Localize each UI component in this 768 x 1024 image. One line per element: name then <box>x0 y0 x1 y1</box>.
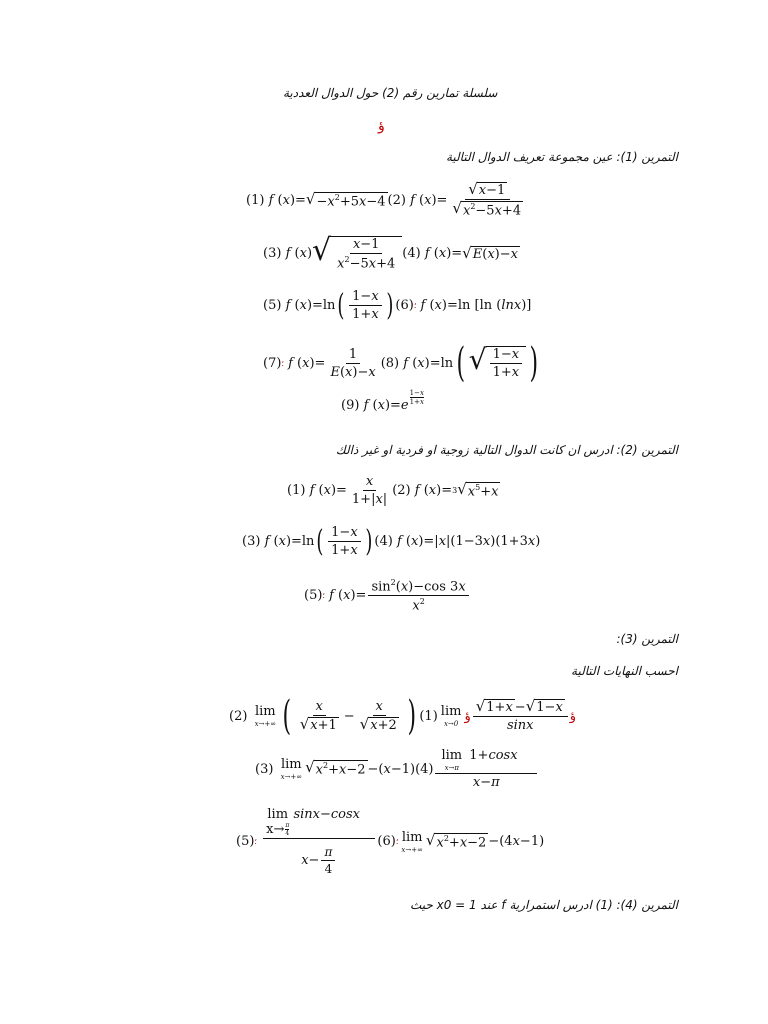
exercise-1-heading: التمرين (1): عين مجموعة تعريف الدوال التالية <box>445 150 678 164</box>
ex2-row-2: (3) f ( x )=ln ( $\frac{1-x}{1+x}$ ) (4) f ( x )=| x |(1−3 x )(1+3 x ) <box>242 523 541 559</box>
ex1-row-1: (1) f ( x )= √ $-x^2+5x-4$ (2) f ( x )= √ x−1 √ $x^2-5x+4$ <box>246 180 522 219</box>
ex1-label-9: (9) <box>341 398 360 413</box>
ex3-label-3: (3) <box>255 761 274 777</box>
ex2-label-3: (3) <box>242 534 261 549</box>
exercise-3-heading: التمرين (3): <box>616 632 678 646</box>
ex1-label-7: (7) <box>263 355 282 371</box>
ex2-label-5: (5) <box>304 588 323 604</box>
ex1-row-4: (7) ؛ f ( x )= $\frac{1}{E(x)-x}$ (8) f ( x )=ln ( √ $\frac{1-x}{1+x}$ ) <box>263 340 539 386</box>
ex1-row-3: (5) f ( x )=ln ( $\frac{1-x}{1+x}$ ) (6) ؛ f ( x )=ln [ln ( lnx )] <box>263 287 532 323</box>
ex2-row-1: (1) f ( x )= $\frac{x}{1+|x|}$ (2) f ( x )= 3 √ $x^5+x$ <box>287 474 499 507</box>
ex1-label-4: (4) <box>402 246 421 262</box>
ex3-label-5: (5) <box>236 834 255 849</box>
ex3-row-3: (5) ؛ lim x→ π 4 sinx − cosx x− $\frac{\pi}{4}$ (6) ؛ lim x→+∞ √ $x^2+x-2$ −(4 x −1) <box>236 807 545 876</box>
ex3-label-4: (4) <box>415 761 434 777</box>
exercise-3-subheading: احسب النهايات التالية <box>571 664 678 678</box>
ex1-label-2: (2) <box>387 192 406 208</box>
ex1-row-2: (3) f ( x ) √ $\frac{x-1}{x^2-5x+4}$ (4) f ( x )= √ E(x)−x <box>263 233 518 272</box>
ex3-label-6: (6) <box>377 834 396 849</box>
exercise-4-heading: التمرين (4): (1) ادرس استمرارية f عند x0 = 1 حيث <box>409 898 678 912</box>
ex1-label-5: (5) <box>263 298 282 313</box>
ex2-row-3: (5) ؛ f ( x )= $\frac{\sin^2(x)-\cos 3x}{x^2}$ <box>304 578 471 614</box>
ex3-row-2: (3) lim x→+∞ √ $x^2+x-2$ −( x −1) (4) lim x→π 1+cosx x−π <box>255 748 539 790</box>
ex2-label-1: (1) <box>287 483 306 498</box>
ex3-label-1: (1) <box>419 708 438 724</box>
ex1-row-5: (9) f ( x )= e 1−x 1+x <box>341 389 424 413</box>
title-marker: ؤ <box>378 118 385 134</box>
ex1-label-3: (3) <box>263 246 282 262</box>
ex1-label-8: (8) <box>380 355 400 371</box>
ex3-label-2: (2) <box>229 708 248 724</box>
page-title: سلسلة تمارين رقم (2) حول الدوال العددية <box>283 86 498 100</box>
ex2-label-4: (4) <box>374 534 393 549</box>
ex3-row-1: (2) lim x→+∞ ( x √ x+1 − x √ x+2 ) (1) lim x→0 ؤ √ 1+x − √ 1−x sinx ؤ <box>229 693 577 739</box>
exercise-2-heading: التمرين (2): ادرس ان كانت الدوال التالية زوجية او فردية او غير ذالك <box>335 443 678 457</box>
ex1-label-1: (1) <box>246 192 265 208</box>
ex1-label-6: (6) <box>395 298 414 313</box>
ex2-label-2: (2) <box>392 483 411 498</box>
